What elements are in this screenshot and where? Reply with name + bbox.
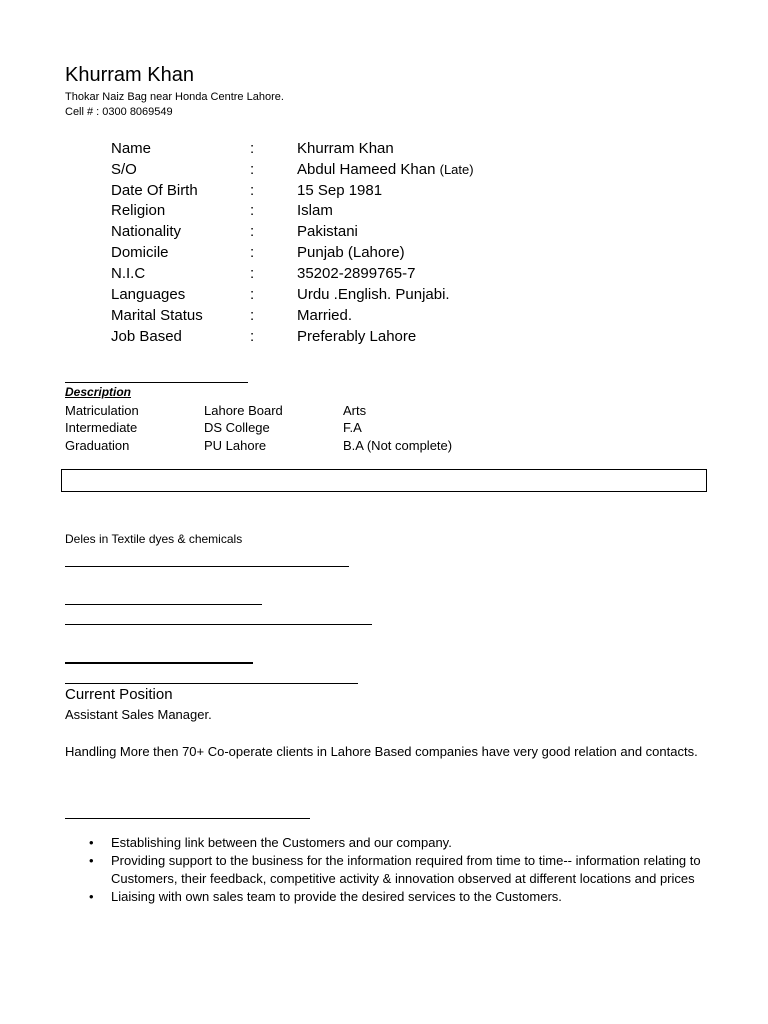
bullet-icon: • (89, 853, 94, 868)
info-separator: : (250, 223, 255, 240)
edu-institute: DS College (204, 420, 270, 435)
divider (65, 683, 358, 684)
info-separator: : (250, 328, 255, 345)
info-value: Urdu .English. Punjabi. (297, 286, 450, 303)
edu-subject: B.A (Not complete) (343, 438, 453, 453)
position-title: Assistant Sales Manager. (65, 707, 212, 722)
info-value: Punjab (Lahore) (297, 244, 405, 261)
info-value: Pakistani (297, 223, 358, 240)
info-value (297, 161, 474, 178)
edu-level: Matriculation (65, 403, 139, 418)
late-suffix: (Late) (439, 162, 474, 177)
info-separator: : (250, 202, 255, 219)
info-separator: : (250, 140, 255, 157)
current-position-heading: Current Position (65, 686, 173, 703)
info-separator: : (250, 307, 255, 324)
empty-box (61, 469, 707, 492)
edu-institute: PU Lahore (204, 438, 267, 453)
bullet-icon: • (89, 889, 94, 904)
info-value: Islam (297, 202, 333, 219)
experience-paragraph: Handling More then 70+ Co-operate clients in Lahore Based companies have very good relation and contacts. (65, 744, 698, 759)
info-label: N.I.C (111, 265, 146, 282)
info-separator: : (250, 182, 255, 199)
info-value: Preferably Lahore (297, 328, 417, 345)
list-item-text: Establishing link between the Customers and our company. (111, 835, 452, 850)
edu-level: Intermediate (65, 420, 138, 435)
info-label: Date Of Birth (111, 182, 198, 199)
father-name: Abdul Hameed Khan (297, 161, 436, 178)
info-label: Marital Status (111, 307, 203, 324)
info-value: 15 Sep 1981 (297, 182, 383, 199)
info-label: Nationality (111, 223, 182, 240)
edu-subject: Arts (343, 403, 367, 418)
divider (65, 604, 262, 605)
info-label: Religion (111, 202, 166, 219)
info-label: Domicile (111, 244, 169, 261)
deals-text: Deles in Textile dyes & chemicals (65, 532, 243, 546)
info-label: Job Based (111, 328, 182, 345)
divider (65, 624, 372, 625)
divider (65, 566, 349, 567)
info-separator: : (250, 161, 255, 178)
bullet-icon: • (89, 835, 94, 850)
cell-number: Cell # : 0300 8069549 (65, 106, 173, 118)
edu-subject: F.A (343, 420, 362, 435)
edu-institute: Lahore Board (204, 403, 283, 418)
list-item (65, 852, 715, 888)
divider (65, 662, 253, 664)
list-item (65, 888, 715, 906)
info-value: 35202-2899765-7 (297, 265, 416, 282)
resume-name: Khurram Khan (65, 64, 194, 86)
list-item (65, 834, 715, 852)
list-item-text: Providing support to the business for the information required from time to time-- information relating to Customers, their feedback, competitive activity & innovation observed at different locations and prices (111, 853, 701, 886)
info-label: S/O (111, 161, 137, 178)
responsibilities-list (65, 834, 715, 906)
info-label: Name (111, 140, 152, 157)
info-separator: : (250, 265, 255, 282)
education-heading: Description (65, 385, 132, 399)
divider (65, 382, 248, 383)
info-value: Khurram Khan (297, 140, 394, 157)
list-item-text: Liaising with own sales team to provide the desired services to the Customers. (111, 889, 562, 904)
info-value: Married. (297, 307, 353, 324)
address: Thokar Naiz Bag near Honda Centre Lahore. (65, 91, 284, 103)
edu-level: Graduation (65, 438, 130, 453)
info-separator: : (250, 244, 255, 261)
info-label: Languages (111, 286, 186, 303)
info-separator: : (250, 286, 255, 303)
divider (65, 818, 310, 819)
